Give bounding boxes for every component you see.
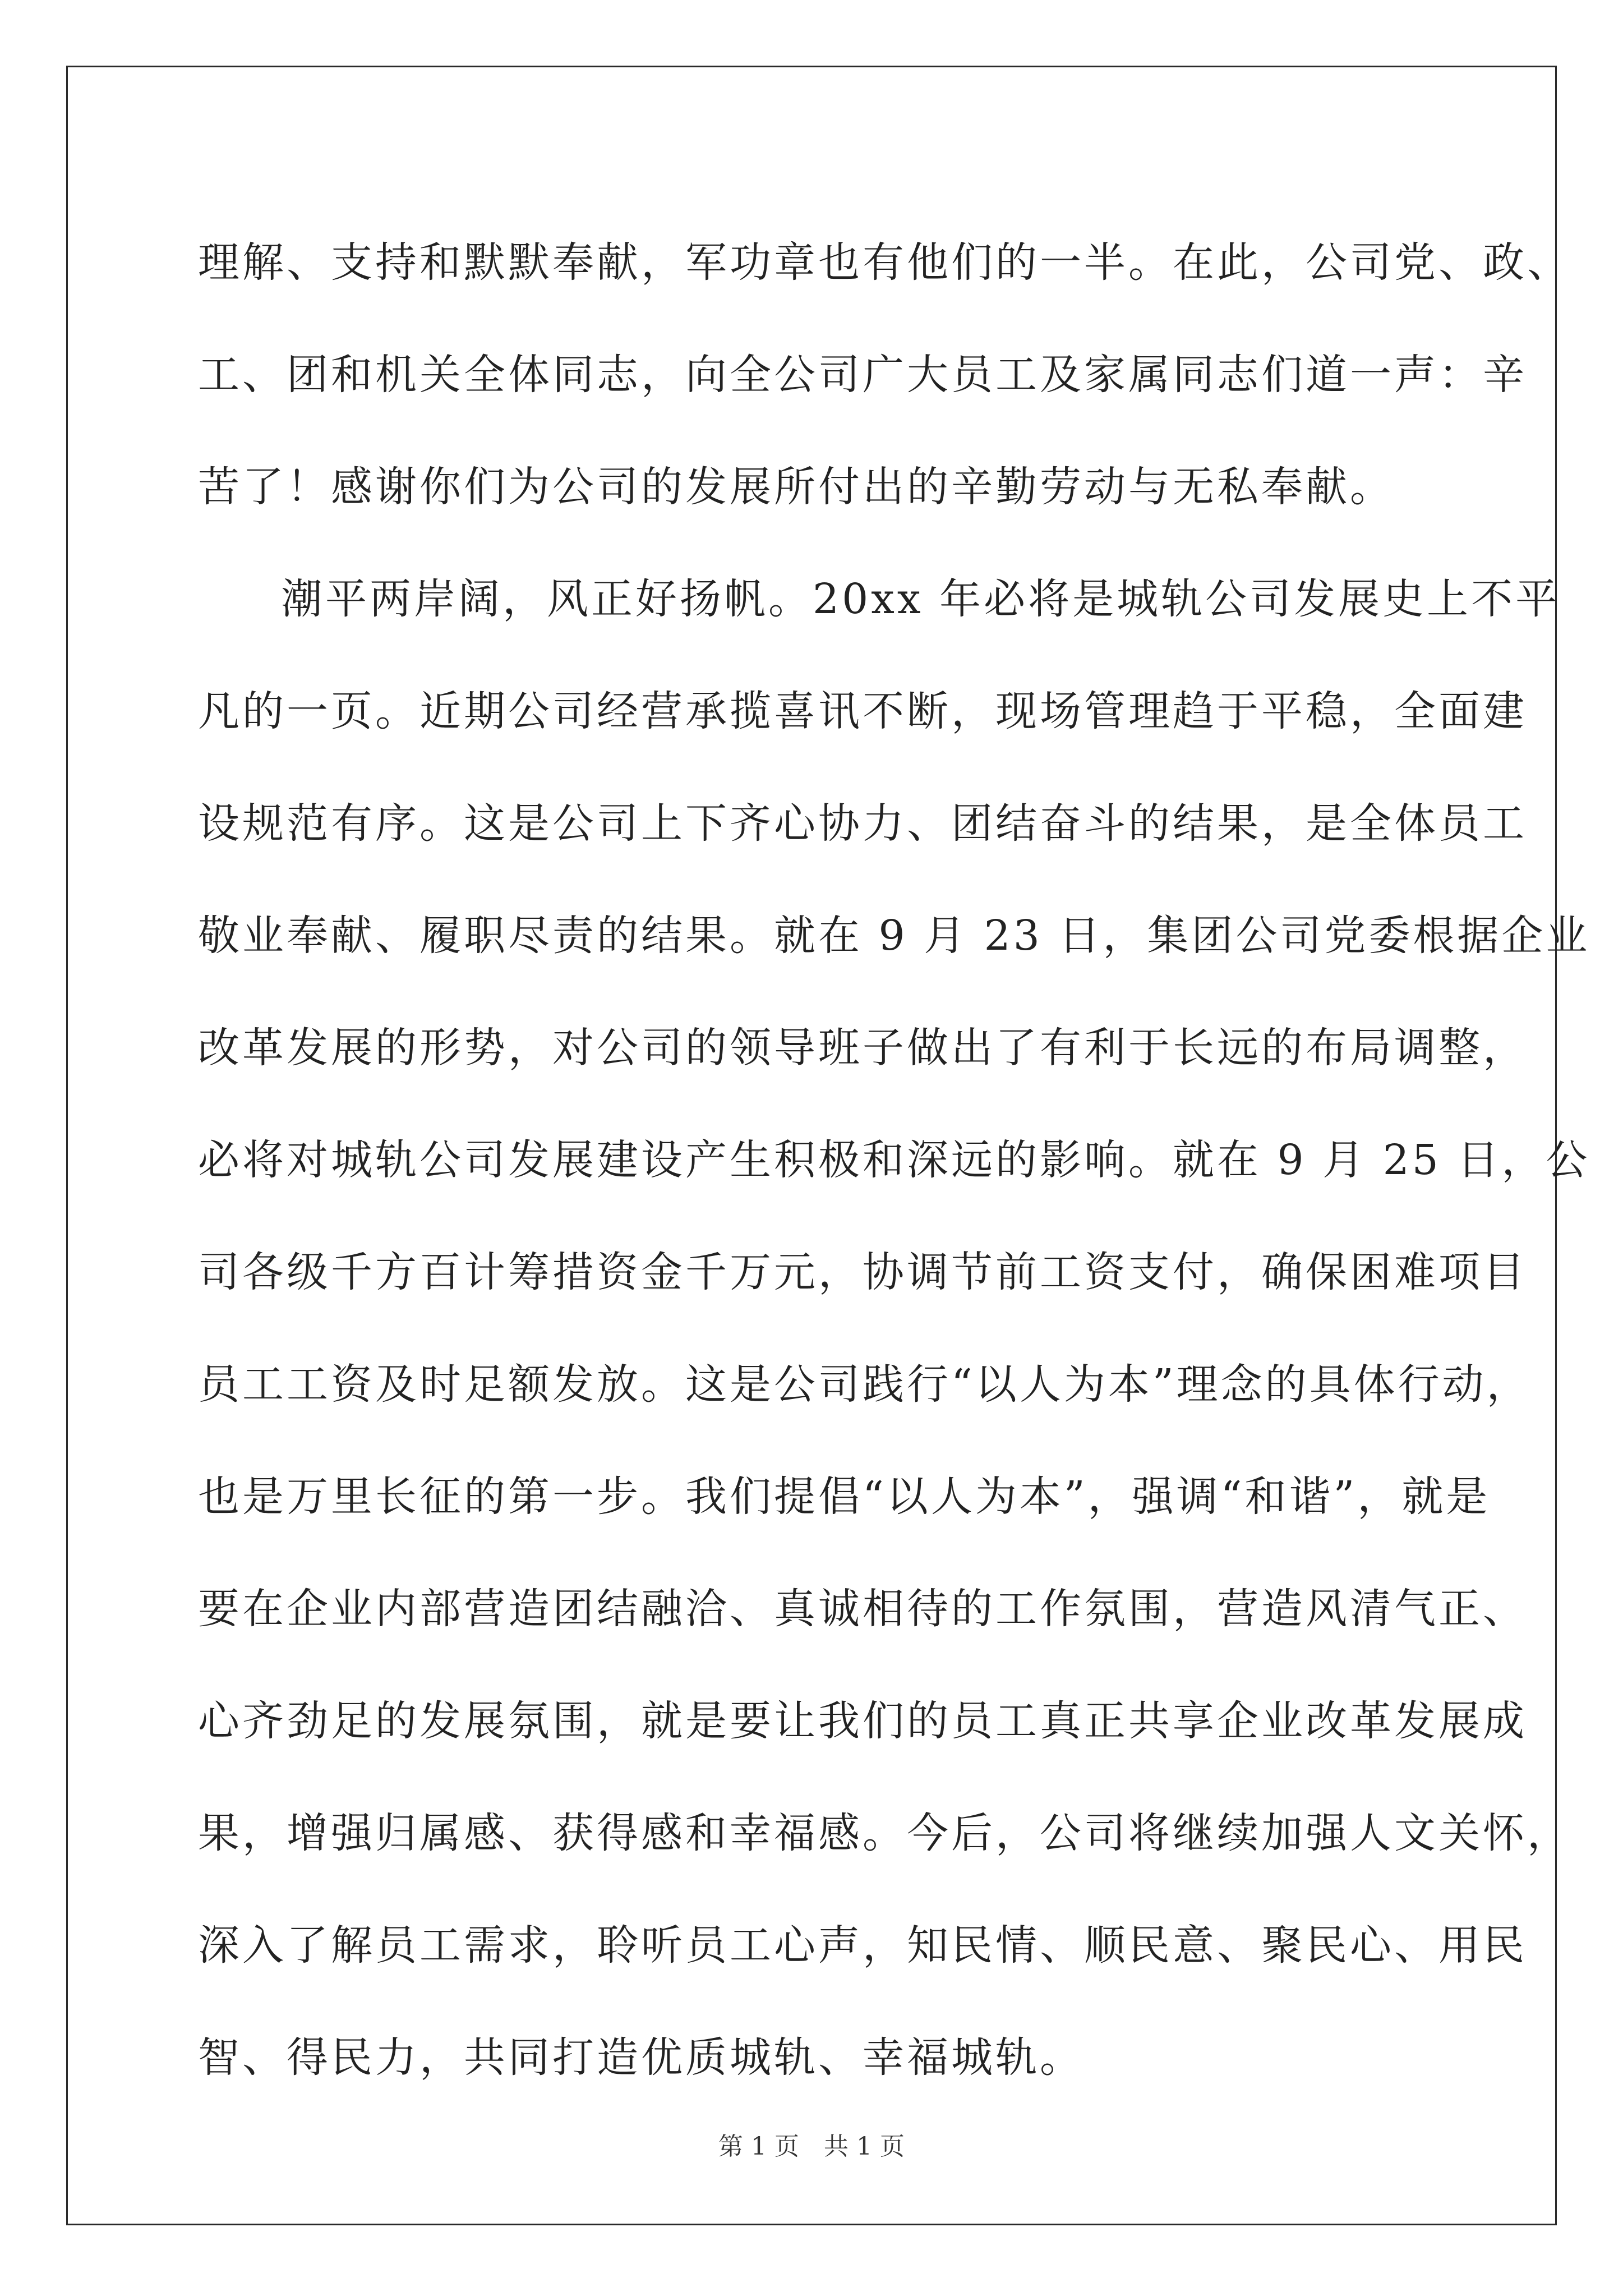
- text-line: 敬业奉献、履职尽责的结果。就在 9 月 23 日，集团公司党委根据企业: [198, 912, 1590, 960]
- text-line: 司各级千方百计筹措资金千万元，协调节前工资支付，确保困难项目: [198, 1248, 1527, 1296]
- text-line: 改革发展的形势，对公司的领导班子做出了有利于长远的布局调整，: [198, 1024, 1527, 1072]
- text-line: 凡的一页。近期公司经营承揽喜讯不断，现场管理趋于平稳，全面建: [198, 687, 1527, 735]
- text-line: 苦了！感谢你们为公司的发展所付出的辛勤劳动与无私奉献。: [198, 463, 1394, 511]
- text-line: 智、得民力，共同打造优质城轨、幸福城轨。: [198, 2033, 1084, 2082]
- text-line: 工、团和机关全体同志，向全公司广大员工及家属同志们道一声：辛: [198, 351, 1527, 399]
- text-line: 要在企业内部营造团结融洽、真诚相待的工作氛围，营造风清气正、: [198, 1585, 1527, 1633]
- text-line: 也是万里长征的第一步。我们提倡“以人为本”，强调“和谐”，就是: [198, 1473, 1491, 1521]
- text-line: 心齐劲足的发展氛围，就是要让我们的员工真正共享企业改革发展成: [198, 1697, 1527, 1745]
- text-line: 设规范有序。这是公司上下齐心协力、团结奋斗的结果，是全体员工: [198, 799, 1527, 848]
- text-line: 员工工资及时足额发放。这是公司践行“以人为本”理念的具体行动，: [198, 1360, 1531, 1409]
- text-line: 必将对城轨公司发展建设产生积极和深远的影响。就在 9 月 25 日，公: [198, 1136, 1590, 1184]
- text-line: 理解、支持和默默奉献，军功章也有他们的一半。在此，公司党、政、: [198, 238, 1571, 287]
- document-body: [198, 206, 1590, 2114]
- page-number-footer: 第 1 页 共 1 页: [718, 2132, 905, 2161]
- paragraph-first-line: 潮平两岸阔，风正好扬帆。20xx 年必将是城轨公司发展史上不平: [281, 575, 1560, 623]
- text-line: 深入了解员工需求，聆听员工心声，知民情、顺民意、聚民心、用民: [198, 1921, 1527, 1970]
- text-line: 果，增强归属感、获得感和幸福感。今后，公司将继续加强人文关怀，: [198, 1809, 1571, 1857]
